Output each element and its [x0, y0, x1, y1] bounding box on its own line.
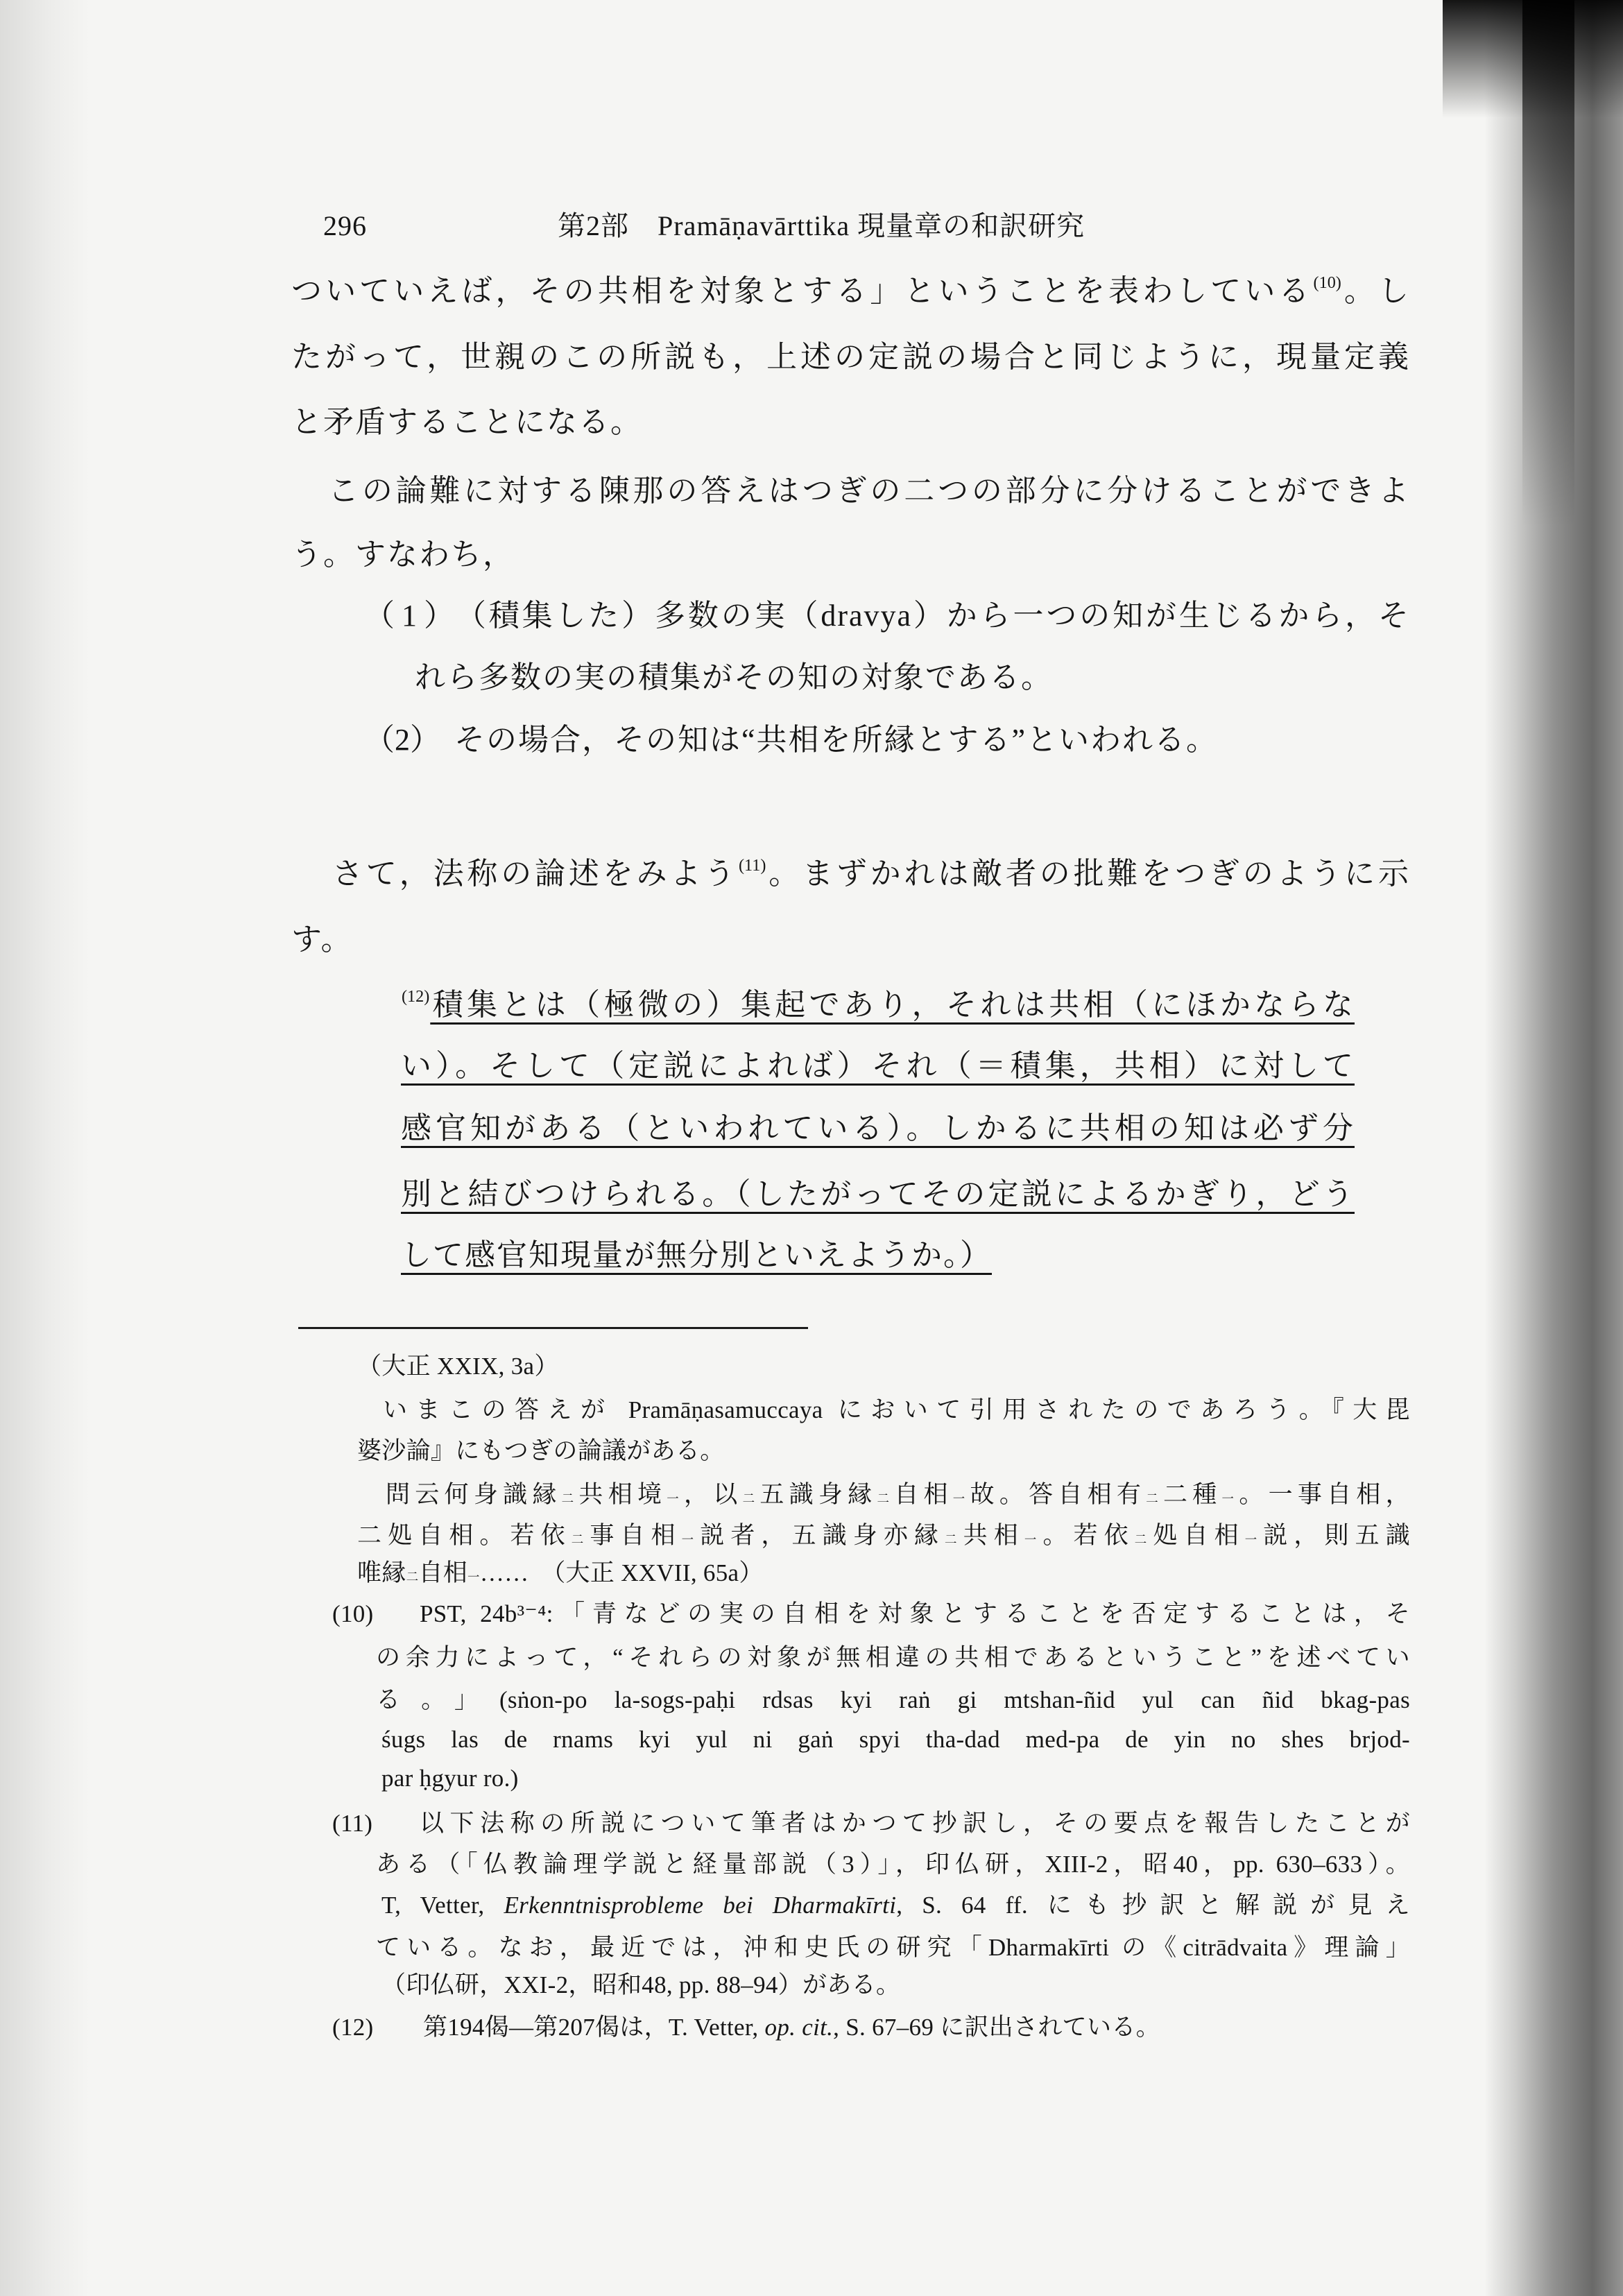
note-reference-10: (10) [1313, 273, 1341, 292]
note-reference-12: (12) [402, 986, 430, 1006]
quote-line-2 [401, 1045, 1355, 1087]
footnote-11-line: ある（「仏教論理学説と経量部説（3）」，印仏研，XIII-2，昭40，pp. 630–633）。 [376, 1851, 1410, 1878]
page-number: 296 [323, 210, 367, 241]
footnote-kanbun-line: 唯縁㆓自相㆒…… （大正 XXVII, 65a） [357, 1559, 764, 1586]
quote-line-4 [401, 1174, 1355, 1215]
body-text: ついていえば，その共相を対象とする」ということを表わしている [291, 274, 1313, 308]
footnote-12-line [423, 2010, 1160, 2045]
quote-text: 感官知がある（といわれている）。しかるに共相の知は必ず分 [401, 1111, 1355, 1145]
footnote-text: 第194偈—第207偈は，T. Vetter, [423, 2014, 765, 2041]
footnote-text: , S. 64 ff. にも抄訳と解説が見え [896, 1892, 1410, 1919]
footnote-11-line: （印仏研，XXI-2，昭和48, pp. 88–94）がある。 [381, 1971, 901, 1998]
note-reference-11: (11) [738, 855, 766, 875]
footnote-separator [298, 1327, 808, 1329]
body-text: 。し [1341, 274, 1411, 308]
body-line-9 [332, 853, 1410, 895]
footnote-label-10: (10) [332, 1600, 374, 1627]
footnote-10-line: る。」(sṅon-po la-sogs-paḥi rdsas kyi raṅ gi mtshan-ñid yul can ñid bkag-pas [376, 1686, 1410, 1713]
body-line-3: と矛盾することになる。 [291, 405, 642, 439]
body-line-5: う。すなわち， [291, 538, 515, 572]
footnote-11-line [381, 1888, 1410, 1923]
body-line-4: この論難に対する陳那の答えはつぎの二つの部分に分けることができよ [328, 474, 1410, 508]
running-title: 第2部 Pramāṇavārttika 現量章の和訳研究 [558, 210, 1085, 241]
quote-text: 積集とは（極微の）集起であり，それは共相（にほかならな [430, 988, 1355, 1022]
list-item-label: （2） [364, 723, 440, 757]
footnote-10-line: śugs las de rnams kyi yul ni gaṅ spyi tha-dad med-pa de yin no shes brjod- [381, 1726, 1410, 1753]
body-text: 。まずかれは敵者の批難をつぎのように示 [766, 857, 1410, 891]
list-item-1-continued: れら多数の実の積集がその知の対象である。 [415, 660, 1053, 694]
footnote-label-11: (11) [332, 1810, 373, 1837]
list-item-text: （積集した）多数の実（dravya）から一つの知が生じるから，そ [454, 599, 1410, 633]
scan-left-edge-shadow [0, 0, 90, 2296]
quote-line-1 [401, 984, 1355, 1026]
footnote-kanbun-line: 二処自相。若依㆓事自相㆒説者，五識身亦縁㆓共相㆒。若依㆓処自相㆒説，則五識 [357, 1522, 1410, 1549]
quote-line-3 [401, 1108, 1355, 1149]
footnote-kanbun-line: 問云何身識縁㆓共相境㆒，以㆓五識身縁㆓自相㆒故。答自相有㆓二種㆒。一事自相， [386, 1481, 1410, 1508]
list-item-1 [364, 595, 1410, 637]
footnote-10-line: par ḥgyur ro.) [381, 1765, 519, 1792]
list-item-text: その場合，その知は“共相を所縁とする”といわれる。 [454, 723, 1219, 757]
body-text: さて，法称の論述をみよう [332, 857, 738, 891]
footnote-11-line: ている。なお，最近では，沖和史氏の研究「Dharmakīrti の《citrādvaita》理論」 [376, 1934, 1410, 1961]
quote-line-5 [401, 1235, 992, 1276]
quote-text: して感官知現量が無分別といえようか。） [401, 1238, 992, 1272]
body-line-2: たがって，世親のこの所説も，上述の定説の場合と同じように，現量定義 [291, 340, 1410, 374]
footnote-label-12: (12) [332, 2014, 374, 2041]
footnote-10-line: の余力によって，“それらの対象が無相違の共相であるということ”を述べてい [376, 1644, 1410, 1671]
footnote-text: , S. 67–69 に訳出されている。 [833, 2014, 1160, 2041]
scan-corner-shadow [1443, 0, 1623, 118]
footnote-11-line: 以下法称の所説について筆者はかつて抄訳し，その要点を報告したことが [420, 1810, 1410, 1837]
citation-abbreviation: op. cit. [764, 2014, 834, 2041]
footnote-line: いまこの答えが Pramāṇasamuccaya において引用されたのであろう。『大毘 [383, 1396, 1410, 1423]
book-title: Erkenntnisprobleme bei Dharmakīrti [504, 1892, 897, 1919]
footnote-line: 婆沙論』にもつぎの論議がある。 [357, 1437, 725, 1464]
body-line-1 [291, 271, 1410, 312]
list-item-2 [364, 719, 1218, 761]
footnote-10-line: PST, 24b³⁻⁴:「青などの実の自相を対象とすることを否定することは，そ [420, 1600, 1410, 1627]
footnote-text: T, Vetter, [381, 1892, 504, 1919]
footnote-line: （大正 XXIX, 3a） [357, 1353, 559, 1380]
list-item-label: （1） [364, 599, 454, 633]
body-line-10: す。 [291, 923, 353, 957]
quote-text: い）。そして（定説によれば）それ（＝積集，共相）に対して [401, 1049, 1355, 1083]
quote-text: 別と結びつけられる。（したがってその定説によるかぎり，どう [401, 1177, 1355, 1211]
